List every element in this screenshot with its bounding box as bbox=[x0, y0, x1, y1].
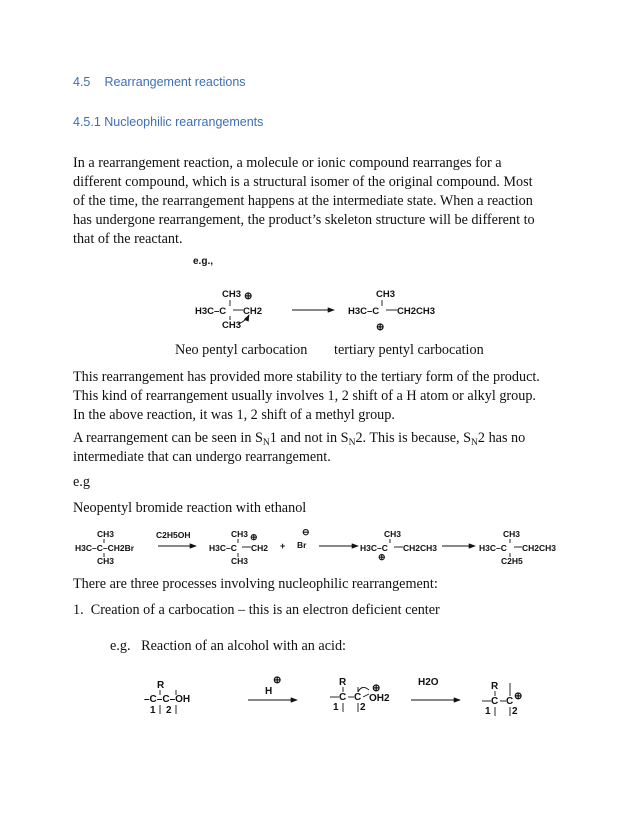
eg-line bbox=[110, 637, 590, 656]
processes-intro: There are three processes involving nucleophilic rearrangement: bbox=[73, 576, 438, 592]
para-line: This kind of rearrangement usually involves 1, 2 shift of a H atom or alkyl group. bbox=[73, 388, 536, 404]
oxonium-structure bbox=[330, 677, 390, 713]
intro-line: In a rearrangement reaction, a molecule or ionic compound rearranges for a bbox=[73, 155, 502, 171]
methyl-label: CH3 bbox=[503, 529, 521, 539]
svg-text:C: C bbox=[506, 696, 514, 707]
subsection-heading: 4.5.1 Nucleophilic rearrangements bbox=[73, 115, 264, 129]
molecule-label: –C–C–OH bbox=[144, 694, 191, 705]
neopentyl-carbocation-structure bbox=[195, 289, 262, 331]
para-line: intermediate that can undergo rearrangement. bbox=[73, 449, 331, 465]
methyl-label: CH3 bbox=[97, 556, 115, 566]
eg-line-label: e.g. bbox=[110, 638, 131, 654]
r-group-label: R bbox=[157, 680, 165, 691]
positive-charge-icon: ⊕ bbox=[244, 291, 253, 302]
secondary-carbocation-structure bbox=[482, 681, 522, 717]
svg-text:C: C bbox=[354, 692, 362, 703]
scheme1-eg-label: e.g., bbox=[193, 256, 214, 267]
carbon-number-label: 1 bbox=[485, 706, 491, 717]
molecule-label: H3C–C bbox=[209, 543, 237, 553]
methyl-label: CH3 bbox=[376, 289, 396, 300]
oxonium-group-label: OH2 bbox=[369, 693, 390, 704]
molecule-label: H3C–C bbox=[479, 543, 507, 553]
methylene-label: CH2 bbox=[243, 306, 263, 317]
ethyl-label: CH2CH3 bbox=[403, 543, 438, 553]
alcohol-structure bbox=[144, 680, 190, 716]
carbon-number-label: 1 bbox=[333, 702, 339, 713]
eg-label: e.g bbox=[73, 474, 90, 490]
methyl-label: CH3 bbox=[97, 529, 115, 539]
eg-line-text: Reaction of an alcohol with an acid: bbox=[141, 638, 347, 654]
intro-line: different compound, which is a structural isomer of the original compound. Most bbox=[73, 174, 533, 190]
ether-product-structure bbox=[479, 529, 556, 566]
para-line: A rearrangement can be seen in $S_N1$ and not in $S_N2$. This is because, $S_N2$ has no bbox=[73, 430, 526, 448]
methylene-label: CH2 bbox=[251, 543, 269, 553]
water-label: H2O bbox=[418, 677, 439, 688]
intro-line: that of the reactant. bbox=[73, 231, 183, 247]
svg-text:C: C bbox=[339, 692, 347, 703]
molecule-label: H3C–C–CH2Br bbox=[75, 543, 135, 553]
ethyl-label: CH2CH3 bbox=[522, 543, 557, 553]
para-line: This rearrangement has provided more stability to the tertiary form of the product. bbox=[73, 369, 540, 385]
stability-paragraph bbox=[73, 368, 553, 425]
process-text: Creation of a carbocation – this is an electron deficient center bbox=[90, 602, 440, 618]
para-line: In the above reaction, it was 1, 2 shift of a methyl group. bbox=[73, 407, 395, 423]
section-title: Rearrangement reactions bbox=[104, 75, 246, 89]
molecule-label: H3C–C bbox=[195, 306, 227, 317]
process-number: 1. bbox=[73, 602, 84, 618]
caption-neopentyl: Neo pentyl carbocation bbox=[175, 342, 308, 358]
positive-charge-icon: ⊕ bbox=[273, 675, 282, 686]
positive-charge-icon: ⊕ bbox=[372, 683, 381, 694]
svg-text:C: C bbox=[491, 696, 499, 707]
methyl-label: CH3 bbox=[231, 556, 249, 566]
caption-tertiary-pentyl: tertiary pentyl carbocation bbox=[334, 342, 484, 358]
plus-sign: + bbox=[280, 541, 286, 551]
methyl-label: CH3 bbox=[384, 529, 402, 539]
neopentyl-carbocation-structure bbox=[209, 529, 268, 566]
reagent-label: C2H5OH bbox=[156, 530, 191, 540]
carbon-number-label: 1 bbox=[150, 705, 156, 716]
r-group-label: R bbox=[339, 677, 347, 688]
ethyl-group-label: C2H5 bbox=[501, 556, 523, 566]
molecule-label: H3C–C bbox=[348, 306, 380, 317]
molecule-label: H3C–C bbox=[360, 543, 388, 553]
carbon-number-label: 2 bbox=[360, 702, 366, 713]
section-number: 4.5 bbox=[73, 75, 91, 89]
intro-line: of the time, the rearrangement happens at the intermediate state. When a reaction bbox=[73, 193, 533, 209]
methyl-label: CH3 bbox=[222, 289, 242, 300]
positive-charge-icon: ⊕ bbox=[514, 691, 523, 702]
positive-charge-icon: ⊕ bbox=[378, 552, 386, 562]
neopentyl-bromide-structure bbox=[75, 529, 135, 566]
acid-label: H bbox=[265, 686, 273, 697]
methyl-label: CH3 bbox=[222, 320, 242, 331]
ethyl-label: CH2CH3 bbox=[397, 306, 436, 317]
positive-charge-icon: ⊕ bbox=[376, 322, 385, 333]
neopentyl-title: Neopentyl bromide reaction with ethanol bbox=[73, 500, 307, 516]
tertiary-pentyl-carbocation-structure bbox=[348, 289, 435, 333]
carbon-number-label: 2 bbox=[512, 706, 518, 717]
positive-charge-icon: ⊕ bbox=[250, 532, 258, 542]
tertiary-pentyl-carbocation-structure bbox=[360, 529, 437, 562]
carbon-number-label: 2 bbox=[166, 705, 172, 716]
process-item-1 bbox=[73, 601, 553, 620]
intro-line: has undergone rearrangement, the product’s skeleton structure will be different to bbox=[73, 212, 535, 228]
negative-charge-icon: ⊖ bbox=[302, 527, 310, 537]
sn-paragraph bbox=[73, 429, 553, 467]
r-group-label: R bbox=[491, 681, 499, 692]
bromide-label: Br bbox=[297, 540, 307, 550]
methyl-label: CH3 bbox=[231, 529, 249, 539]
